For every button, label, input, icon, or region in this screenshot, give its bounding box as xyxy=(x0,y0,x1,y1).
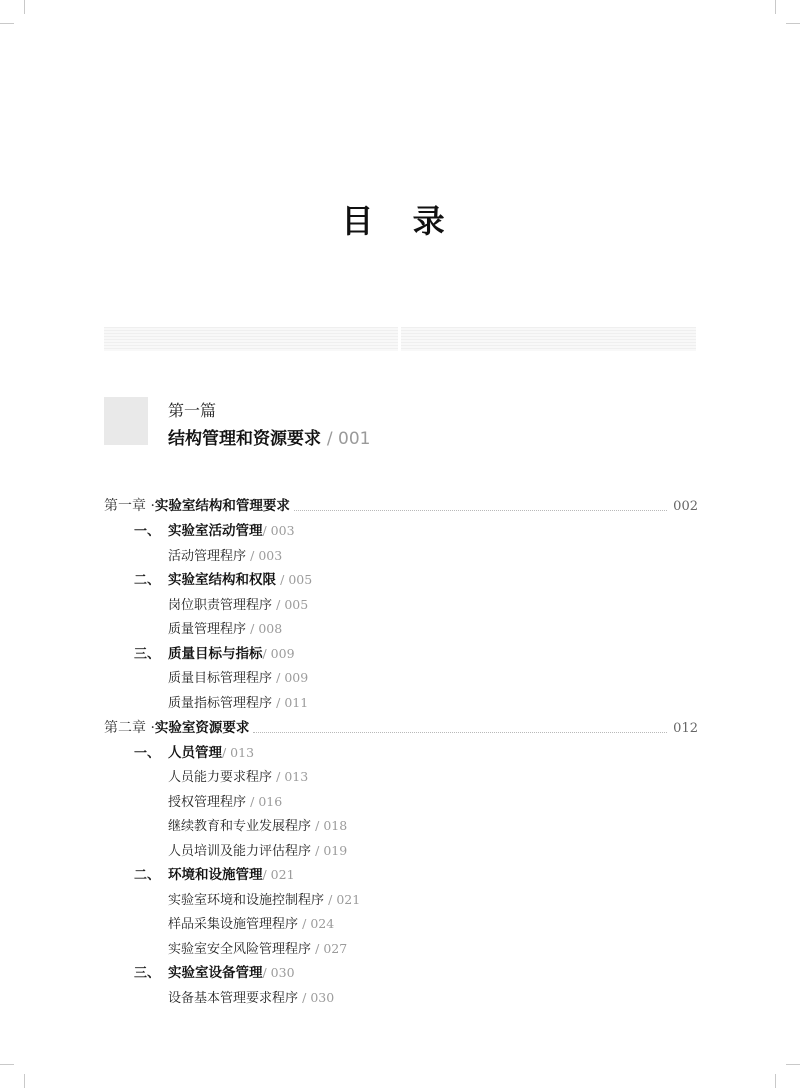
toc-item[interactable] xyxy=(168,814,347,838)
part-title[interactable] xyxy=(168,424,371,449)
crop-mark xyxy=(0,1064,14,1065)
part-title-text: 结构管理和资源要求 xyxy=(168,429,321,449)
dot-leader xyxy=(294,498,667,511)
item-title: 授权管理程序 xyxy=(168,795,247,810)
decorative-band-divider xyxy=(398,327,401,351)
toc-item[interactable] xyxy=(168,912,334,936)
page-title: 目 录 xyxy=(341,202,459,240)
section-title: 质量目标与指标 xyxy=(168,646,263,662)
section-number: 一、 xyxy=(134,746,161,761)
item-page-number: / 011 xyxy=(276,695,309,710)
toc-item[interactable] xyxy=(168,617,282,641)
section-number: 二、 xyxy=(134,573,161,588)
section-page-number: / 009 xyxy=(262,646,295,661)
chapter-page-number: 012 xyxy=(673,721,698,736)
item-page-number: / 016 xyxy=(250,794,283,809)
toc-chapter-1[interactable] xyxy=(104,494,698,518)
toc-section[interactable] xyxy=(134,568,312,592)
chapter-number: 第一章 · xyxy=(104,498,155,514)
toc-item[interactable] xyxy=(168,986,334,1010)
toc-item[interactable] xyxy=(168,790,282,814)
toc-item[interactable] xyxy=(168,691,308,715)
part-marker-box xyxy=(104,397,148,445)
toc-section[interactable] xyxy=(134,519,295,543)
part-page-number: / 001 xyxy=(326,429,371,449)
section-page-number: / 013 xyxy=(222,745,255,760)
item-page-number: / 005 xyxy=(276,597,309,612)
chapter-number: 第二章 · xyxy=(104,720,155,736)
toc-chapter-2[interactable] xyxy=(104,716,698,740)
section-number: 三、 xyxy=(134,647,161,662)
item-title: 活动管理程序 xyxy=(168,549,247,564)
item-title: 人员培训及能力评估程序 xyxy=(168,844,312,859)
toc-section[interactable] xyxy=(134,863,295,887)
item-title: 岗位职责管理程序 xyxy=(168,598,273,613)
item-page-number: / 018 xyxy=(315,818,348,833)
section-page-number: / 021 xyxy=(262,867,295,882)
item-page-number: / 008 xyxy=(250,621,283,636)
section-number: 三、 xyxy=(134,966,161,981)
section-title: 实验室活动管理 xyxy=(168,523,263,539)
toc-item[interactable] xyxy=(168,839,347,863)
item-title: 继续教育和专业发展程序 xyxy=(168,819,312,834)
item-title: 实验室环境和设施控制程序 xyxy=(168,893,325,908)
item-page-number: / 013 xyxy=(276,769,309,784)
section-page-number: / 003 xyxy=(262,523,295,538)
section-title: 实验室结构和权限 xyxy=(168,572,276,588)
part-label: 第一篇 xyxy=(168,401,217,420)
section-page-number: / 030 xyxy=(262,965,295,980)
toc-section[interactable] xyxy=(134,741,254,765)
toc-item[interactable] xyxy=(168,593,308,617)
toc-item[interactable] xyxy=(168,666,308,690)
crop-mark xyxy=(24,0,25,14)
section-number: 二、 xyxy=(134,868,161,883)
crop-mark xyxy=(775,0,776,14)
crop-mark xyxy=(0,23,14,24)
chapter-page-number: 002 xyxy=(673,499,698,514)
item-title: 实验室安全风险管理程序 xyxy=(168,942,312,957)
item-title: 质量指标管理程序 xyxy=(168,696,273,711)
section-title: 实验室设备管理 xyxy=(168,965,263,981)
item-title: 质量管理程序 xyxy=(168,622,247,637)
toc-section[interactable] xyxy=(134,642,295,666)
crop-mark xyxy=(786,1064,800,1065)
toc-item[interactable] xyxy=(168,765,308,789)
crop-mark xyxy=(24,1074,25,1088)
item-title: 样品采集设施管理程序 xyxy=(168,917,299,932)
chapter-title: 实验室资源要求 xyxy=(154,720,250,736)
item-page-number: / 024 xyxy=(302,916,335,931)
section-number: 一、 xyxy=(134,524,161,539)
item-page-number: / 019 xyxy=(315,843,348,858)
section-title: 人员管理 xyxy=(168,745,222,761)
toc-section[interactable] xyxy=(134,961,295,985)
toc-item[interactable] xyxy=(168,888,360,912)
crop-mark xyxy=(786,23,800,24)
section-title: 环境和设施管理 xyxy=(168,867,263,883)
item-title: 人员能力要求程序 xyxy=(168,770,273,785)
section-page-number: / 005 xyxy=(280,572,313,587)
item-title: 设备基本管理要求程序 xyxy=(168,991,299,1006)
dot-leader xyxy=(253,720,667,733)
crop-mark xyxy=(775,1074,776,1088)
chapter-title: 实验室结构和管理要求 xyxy=(154,498,290,514)
item-page-number: / 003 xyxy=(250,548,283,563)
toc-item[interactable] xyxy=(168,937,347,961)
item-page-number: / 021 xyxy=(328,892,361,907)
toc-item[interactable] xyxy=(168,544,282,568)
item-page-number: / 030 xyxy=(302,990,335,1005)
item-page-number: / 009 xyxy=(276,670,309,685)
item-title: 质量目标管理程序 xyxy=(168,671,273,686)
item-page-number: / 027 xyxy=(315,941,348,956)
